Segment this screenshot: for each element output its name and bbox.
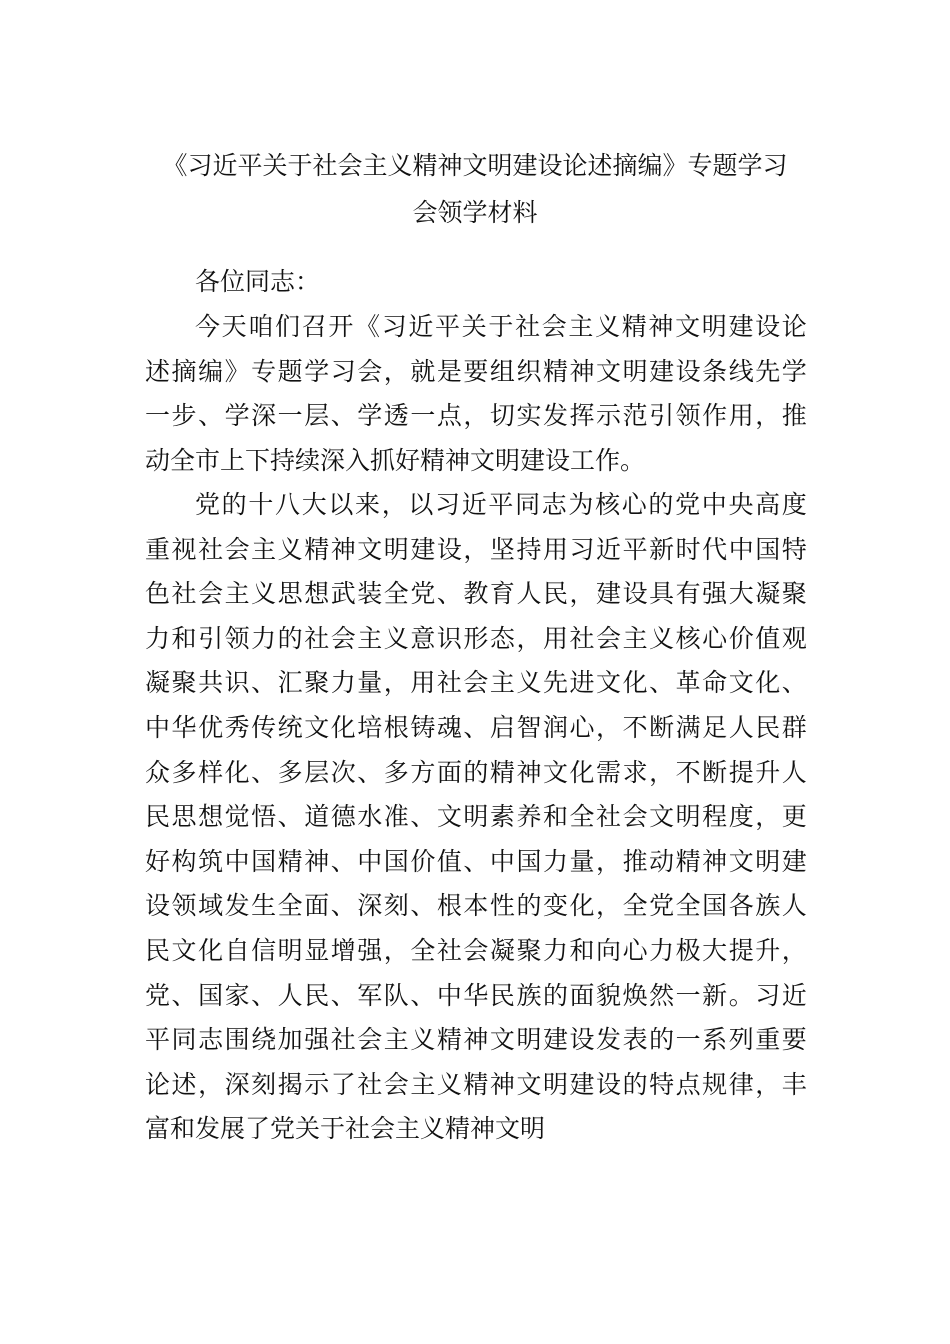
paragraph-line: 党 、 国 家 、 人 民 、 军 队 、 中 华 民 族 的 面 貌 焕 然 一 新 。 习 近 [145,980,807,1010]
paragraph-line: 论 述 ， 深 刻 揭 示 了 社 会 主 义 精 神 文 明 建 设 的 特 点 规 律 ， 丰 [145,1069,807,1099]
paragraph-line: 重 视 社 会 主 义 精 神 文 明 建 设 ， 坚 持 用 习 近 平 新 时 代 中 国 特 [145,534,807,564]
paragraph-line: 好 构 筑 中 国 精 神 、 中 国 价 值 、 中 国 力 量 ， 推 动 精 神 文 明 建 [145,846,807,876]
paragraph-line: 中 华 优 秀 传 统 文 化 培 根 铸 魂 、 启 智 润 心 ， 不 断 满 足 人 民 群 [145,712,807,742]
paragraph-line: 述 摘 编 》 专 题 学 习 会 ， 就 是 要 组 织 精 神 文 明 建 设 条 线 先 学 [145,356,807,386]
paragraph-line: 设 领 域 发 生 全 面 、 深 刻 、 根 本 性 的 变 化 ， 全 党 全 国 各 族 人 [145,891,807,921]
paragraph-line: 富和发展了党关于社会主义精神文明 [145,1114,546,1144]
paragraph-line: 民 思 想 觉 悟 、 道 德 水 准 、 文 明 素 养 和 全 社 会 文 明 程 度 ， 更 [145,802,807,832]
paragraph-line: 党 的 十 八 大 以 来 ， 以 习 近 平 同 志 为 核 心 的 党 中 央 高 度 [195,490,807,519]
title-line: 会领学材料 [412,198,538,227]
paragraph-line: 众 多 样 化 、 多 层 次 、 多 方 面 的 精 神 文 化 需 求 ， 不 断 提 升 人 [145,757,807,787]
paragraph-line: 平 同 志 围 绕 加 强 社 会 主 义 精 神 文 明 建 设 发 表 的 一 系 列 重 要 [145,1025,807,1055]
salutation: 各位同志： [195,267,321,296]
paragraph-background [145,483,807,1152]
paragraph-line: 动全市上下持续深入抓好精神文明建设工作。 [145,445,646,475]
paragraph-line: 色 社 会 主 义 思 想 武 装 全 党 、 教 育 人 民 ， 建 设 具 有 强 大 凝 聚 [145,579,807,609]
paragraph-line: 今 天 咱 们 召 开 《 习 近 平 关 于 社 会 主 义 精 神 文 明 建 设 论 [195,312,807,341]
paragraph-line: 力 和 引 领 力 的 社 会 主 义 意 识 形 态 ， 用 社 会 主 义 核 心 价 值 观 [145,623,807,653]
paragraph-intro [145,305,807,483]
paragraph-line: 一 步 、 学 深 一 层 、 学 透 一 点 ， 切 实 发 挥 示 范 引 领 作 用 ， 推 [145,401,807,431]
paragraph-line: 凝 聚 共 识 、 汇 聚 力 量 ， 用 社 会 主 义 先 进 文 化 、 革 命 文 化 、 [145,668,807,698]
title-line: 《习近平关于社会主义精神文明建设论述摘编》专题学习 [162,151,788,180]
paragraph-line: 民 文 化 自 信 明 显 增 强 ， 全 社 会 凝 聚 力 和 向 心 力 极 大 提 升 ， [145,935,807,965]
document-title [140,142,810,236]
